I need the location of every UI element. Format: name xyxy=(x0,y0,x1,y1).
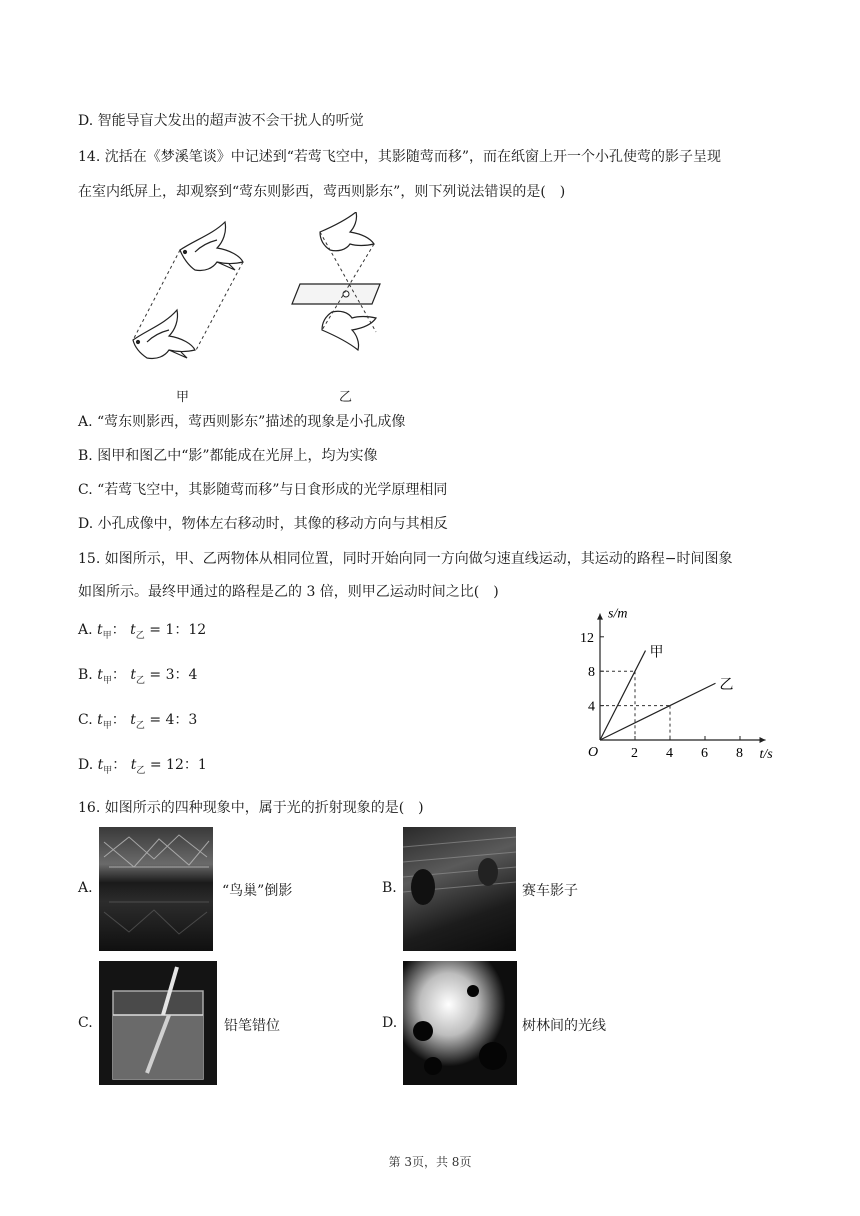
q14-stem-line1: 14. 沈括在《梦溪笔谈》中记述到“若莺飞空中，其影随莺而移”，而在纸窗上开一个小孔使莺的影子呈现 xyxy=(78,149,722,165)
x-axis-arrow xyxy=(760,737,766,743)
q14-option-c: C. “若莺飞空中，其影随莺而移”与日食形成的光学原理相同 xyxy=(78,482,448,498)
pencil-in-water-photo xyxy=(99,961,217,1085)
q15-stem-line1: 15. 如图所示，甲、乙两物体从相同位置，同时开始向同一方向做匀速直线运动，其运动的路程−时间图象 xyxy=(78,551,733,567)
series-line-jia xyxy=(600,651,646,740)
y-axis-label: s/m xyxy=(608,606,628,622)
x-tick-label: 2 xyxy=(631,746,638,760)
series-label-jia: 甲 xyxy=(649,645,664,661)
y-tick-label: 12 xyxy=(580,630,594,646)
q16-option-b-caption: 赛车影子 xyxy=(522,883,578,899)
q13-option-d: D. 智能导盲犬发出的超声波不会干扰人的听觉 xyxy=(78,113,364,129)
y-tick-label: 4 xyxy=(588,699,595,715)
q15-option-d: D. $t_甲$： $t_乙 = 12$：1 xyxy=(78,757,207,776)
figure-yi-label: 乙 xyxy=(339,390,353,405)
q14-stem-line2: 在室内纸屏上，却观察到“莺东则影西，莺西则影东”，则下列说法错误的是( ) xyxy=(78,184,566,200)
series-line-yi xyxy=(600,683,716,740)
q15-stem-line2: 如图所示。最终甲通过的路程是乙的 3 倍，则甲乙运动时间之比( ) xyxy=(78,584,499,600)
q16-option-d-letter: D. xyxy=(382,1015,398,1031)
q16-option-c-caption: 铅笔错位 xyxy=(224,1018,280,1034)
page-footer: 第 3页，共 8页 xyxy=(388,1155,472,1169)
q15-option-b: B. $t_甲$： $t_乙 = 3$：4 xyxy=(78,667,198,686)
q14-option-d: D. 小孔成像中，物体左右移动时，其像的移动方向与其相反 xyxy=(78,516,448,532)
x-tick-label: 6 xyxy=(701,746,708,760)
q16-option-a-caption: “鸟巢”倒影 xyxy=(222,883,293,899)
y-tick-label: 8 xyxy=(588,665,595,681)
q15-option-c: C. $t_甲$： $t_乙 = 4$：3 xyxy=(78,712,198,731)
x-tick-label: 4 xyxy=(666,746,673,760)
q14-option-b: B. 图甲和图乙中“影”都能成在光屏上，均为实像 xyxy=(78,448,378,464)
bird-nest-reflection-photo xyxy=(99,827,213,951)
figure-yi-screen xyxy=(292,284,380,304)
q16-option-d-caption: 树林间的光线 xyxy=(522,1018,606,1034)
origin-label: O xyxy=(588,745,599,760)
figure-yi-upper-bird xyxy=(320,212,374,251)
st-graph xyxy=(580,595,785,760)
x-tick-label: 8 xyxy=(736,746,743,760)
figure-jia-label: 甲 xyxy=(176,390,190,405)
y-axis-arrow xyxy=(597,614,603,620)
x-axis-label: t/s xyxy=(759,747,773,760)
q16-option-a-letter: A. xyxy=(78,880,93,896)
q15-option-a: A. $t_甲$： $t_乙 = 1$：12 xyxy=(78,622,207,641)
q14-figure xyxy=(125,212,395,407)
figure-yi-pinhole xyxy=(343,291,349,297)
series-label-yi: 乙 xyxy=(719,678,734,694)
q16-stem: 16. 如图所示的四种现象中，属于光的折射现象的是( ) xyxy=(78,800,424,816)
figure-jia-lower-bird xyxy=(133,310,195,359)
race-car-shadow-photo xyxy=(403,827,516,951)
q16-option-b-letter: B. xyxy=(382,880,397,896)
figure-yi-group xyxy=(292,212,380,350)
forest-light-rays-photo xyxy=(403,961,517,1085)
figure-jia-upper-bird xyxy=(180,222,243,271)
q16-option-c-letter: C. xyxy=(78,1015,93,1031)
q14-option-a: A. “莺东则影西，莺西则影东”描述的现象是小孔成像 xyxy=(78,414,406,430)
